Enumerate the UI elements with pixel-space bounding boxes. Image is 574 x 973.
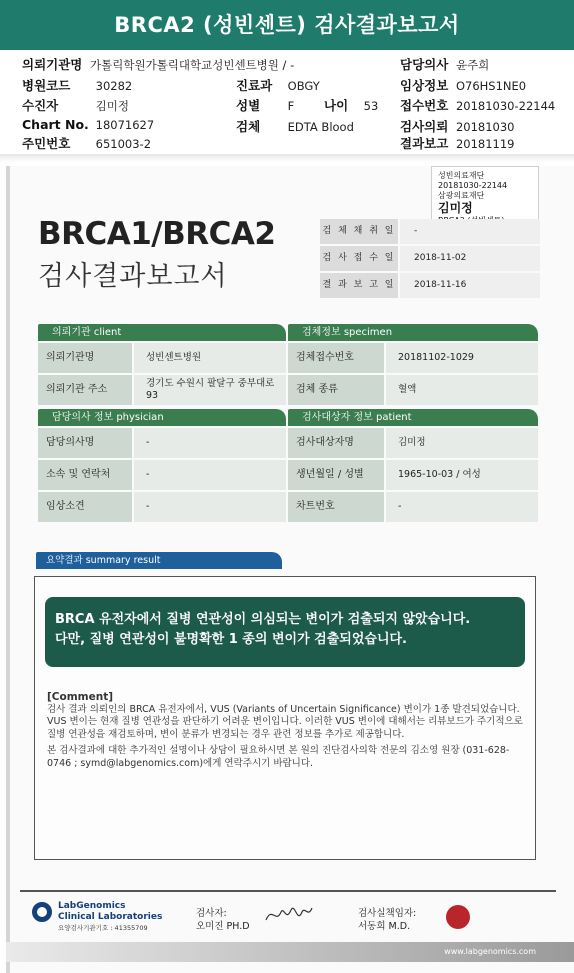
patient-section-tab: 검사대상자 정보 patient [288, 409, 538, 426]
info-row: 의뢰기관 주소 경기도 수원시 팔달구 중부대로 93 [38, 375, 286, 405]
header-physician: 담당의사 윤주희 [400, 57, 490, 72]
info-row: 검체접수번호 20181102-1029 [288, 343, 538, 373]
header-specimen: 검체 EDTA Blood [236, 119, 354, 134]
scanned-report [6, 166, 574, 973]
header-client-name: 의뢰기관명 가톨릭학원가톨릭대학교성빈센트병원 / - [22, 57, 295, 72]
info-row: 담당의사명 - [38, 428, 286, 458]
header-resident-no: 주민번호 651003-2 [22, 136, 152, 151]
header-hospital-code: 병원코드 30282 [22, 78, 133, 93]
header-report-date: 결과보고 20181119 [400, 136, 515, 151]
header-chart-no: Chart No. 18071627 [22, 117, 155, 132]
info-row: 검사대상자명 김미정 [288, 428, 538, 458]
summary-box [34, 576, 536, 860]
report-title-ko: 검사결과보고서 [38, 261, 228, 292]
lab-logo-text: LabGenomics Clinical Laboratories [58, 901, 163, 922]
header-department: 진료과 OBGY [236, 78, 320, 93]
comment-section [47, 691, 525, 774]
header-sex: 성별 F [236, 98, 295, 113]
lab-code: 요양검사기관기호 : 41355709 [58, 924, 148, 932]
date-row: 검 체 채 취 일 - [320, 219, 540, 244]
signature-icon [264, 898, 314, 930]
header-patient: 수진자 김미정 [22, 98, 129, 113]
labgenomics-logo-icon [32, 902, 52, 922]
comment-paragraph: 본 검사결과에 대한 추가적인 설명이나 상담이 필요하시면 본 원의 진단검사의학 전문의 김소영 원장 (031-628-0746 ; symd@labgenomics.com)에게 연락주시기 바랍니다. [47, 745, 510, 769]
info-row: 의뢰기관명 성빈센트병원 [38, 343, 286, 373]
result-highlight: BRCA 유전자에서 질병 연관성이 의심되는 변이가 검출되지 않았습니다. 다만, 질병 연관성이 불명확한 1 종의 변이가 검출되었습니다. [45, 597, 525, 667]
specimen-section-tab: 검체정보 specimen [288, 324, 538, 341]
director-block: 검사실책임자: 서동희 M.D. [358, 908, 417, 932]
header-receipt-no: 접수번호 20181030-22144 [400, 98, 556, 113]
report-title-en: BRCA1/BRCA2 [38, 216, 276, 252]
comment-heading: [Comment] [47, 691, 114, 703]
info-row: 소속 및 연락처 - [38, 460, 286, 490]
scan-edge [6, 166, 10, 973]
header-divider [0, 154, 574, 162]
footer-url: www.labgenomics.com [444, 947, 536, 956]
info-row: 차트번호 - [288, 492, 538, 522]
header-request-date: 검사의뢰 20181030 [400, 119, 515, 134]
specimen-sticker: 성빈의료재단 20181030-22144 삼광의료재단 김미정 [431, 166, 539, 238]
footer-divider [20, 890, 556, 892]
info-row: 검체 종류 혈액 [288, 375, 538, 405]
header-clinical-info: 임상정보 O76HS1NE0 [400, 78, 527, 93]
date-table [320, 219, 540, 300]
title-bar [0, 0, 574, 50]
comment-paragraph: 검사 결과 의뢰인의 BRCA 유전자에서, VUS (Variants of Uncertain Significance) 변이가 1종 발견되었습니다. VUS 변이는 현재 질병 연관성을 판단하기 어려운 변이입니다. 이러한 VUS 변이에 대해서는 리뷰보드가 주기적으로 질병 연관성을 재검토하며, 변이 분류가 변경되는 경우 관련 정보를 추가로 제공합니다. [47, 703, 523, 740]
summary-tab: 요약결과 summary result [36, 552, 282, 569]
header-age: 나이 53 [324, 98, 379, 113]
date-row: 결 과 보 고 일 2018-11-16 [320, 273, 540, 298]
info-row: 임상소견 - [38, 492, 286, 522]
info-row: 생년월일 / 성별 1965-10-03 / 여성 [288, 460, 538, 490]
physician-section-tab: 담당의사 정보 physician [38, 409, 286, 426]
client-section-tab: 의뢰기관 client [38, 324, 286, 341]
tester-block: 검사자: 오미진 PH.D [196, 908, 250, 932]
date-row: 검 사 접 수 일 2018-11-02 [320, 246, 540, 271]
page-title: BRCA2 (성빈센트) 검사결과보고서 [114, 13, 460, 37]
director-seal-icon [446, 905, 470, 929]
